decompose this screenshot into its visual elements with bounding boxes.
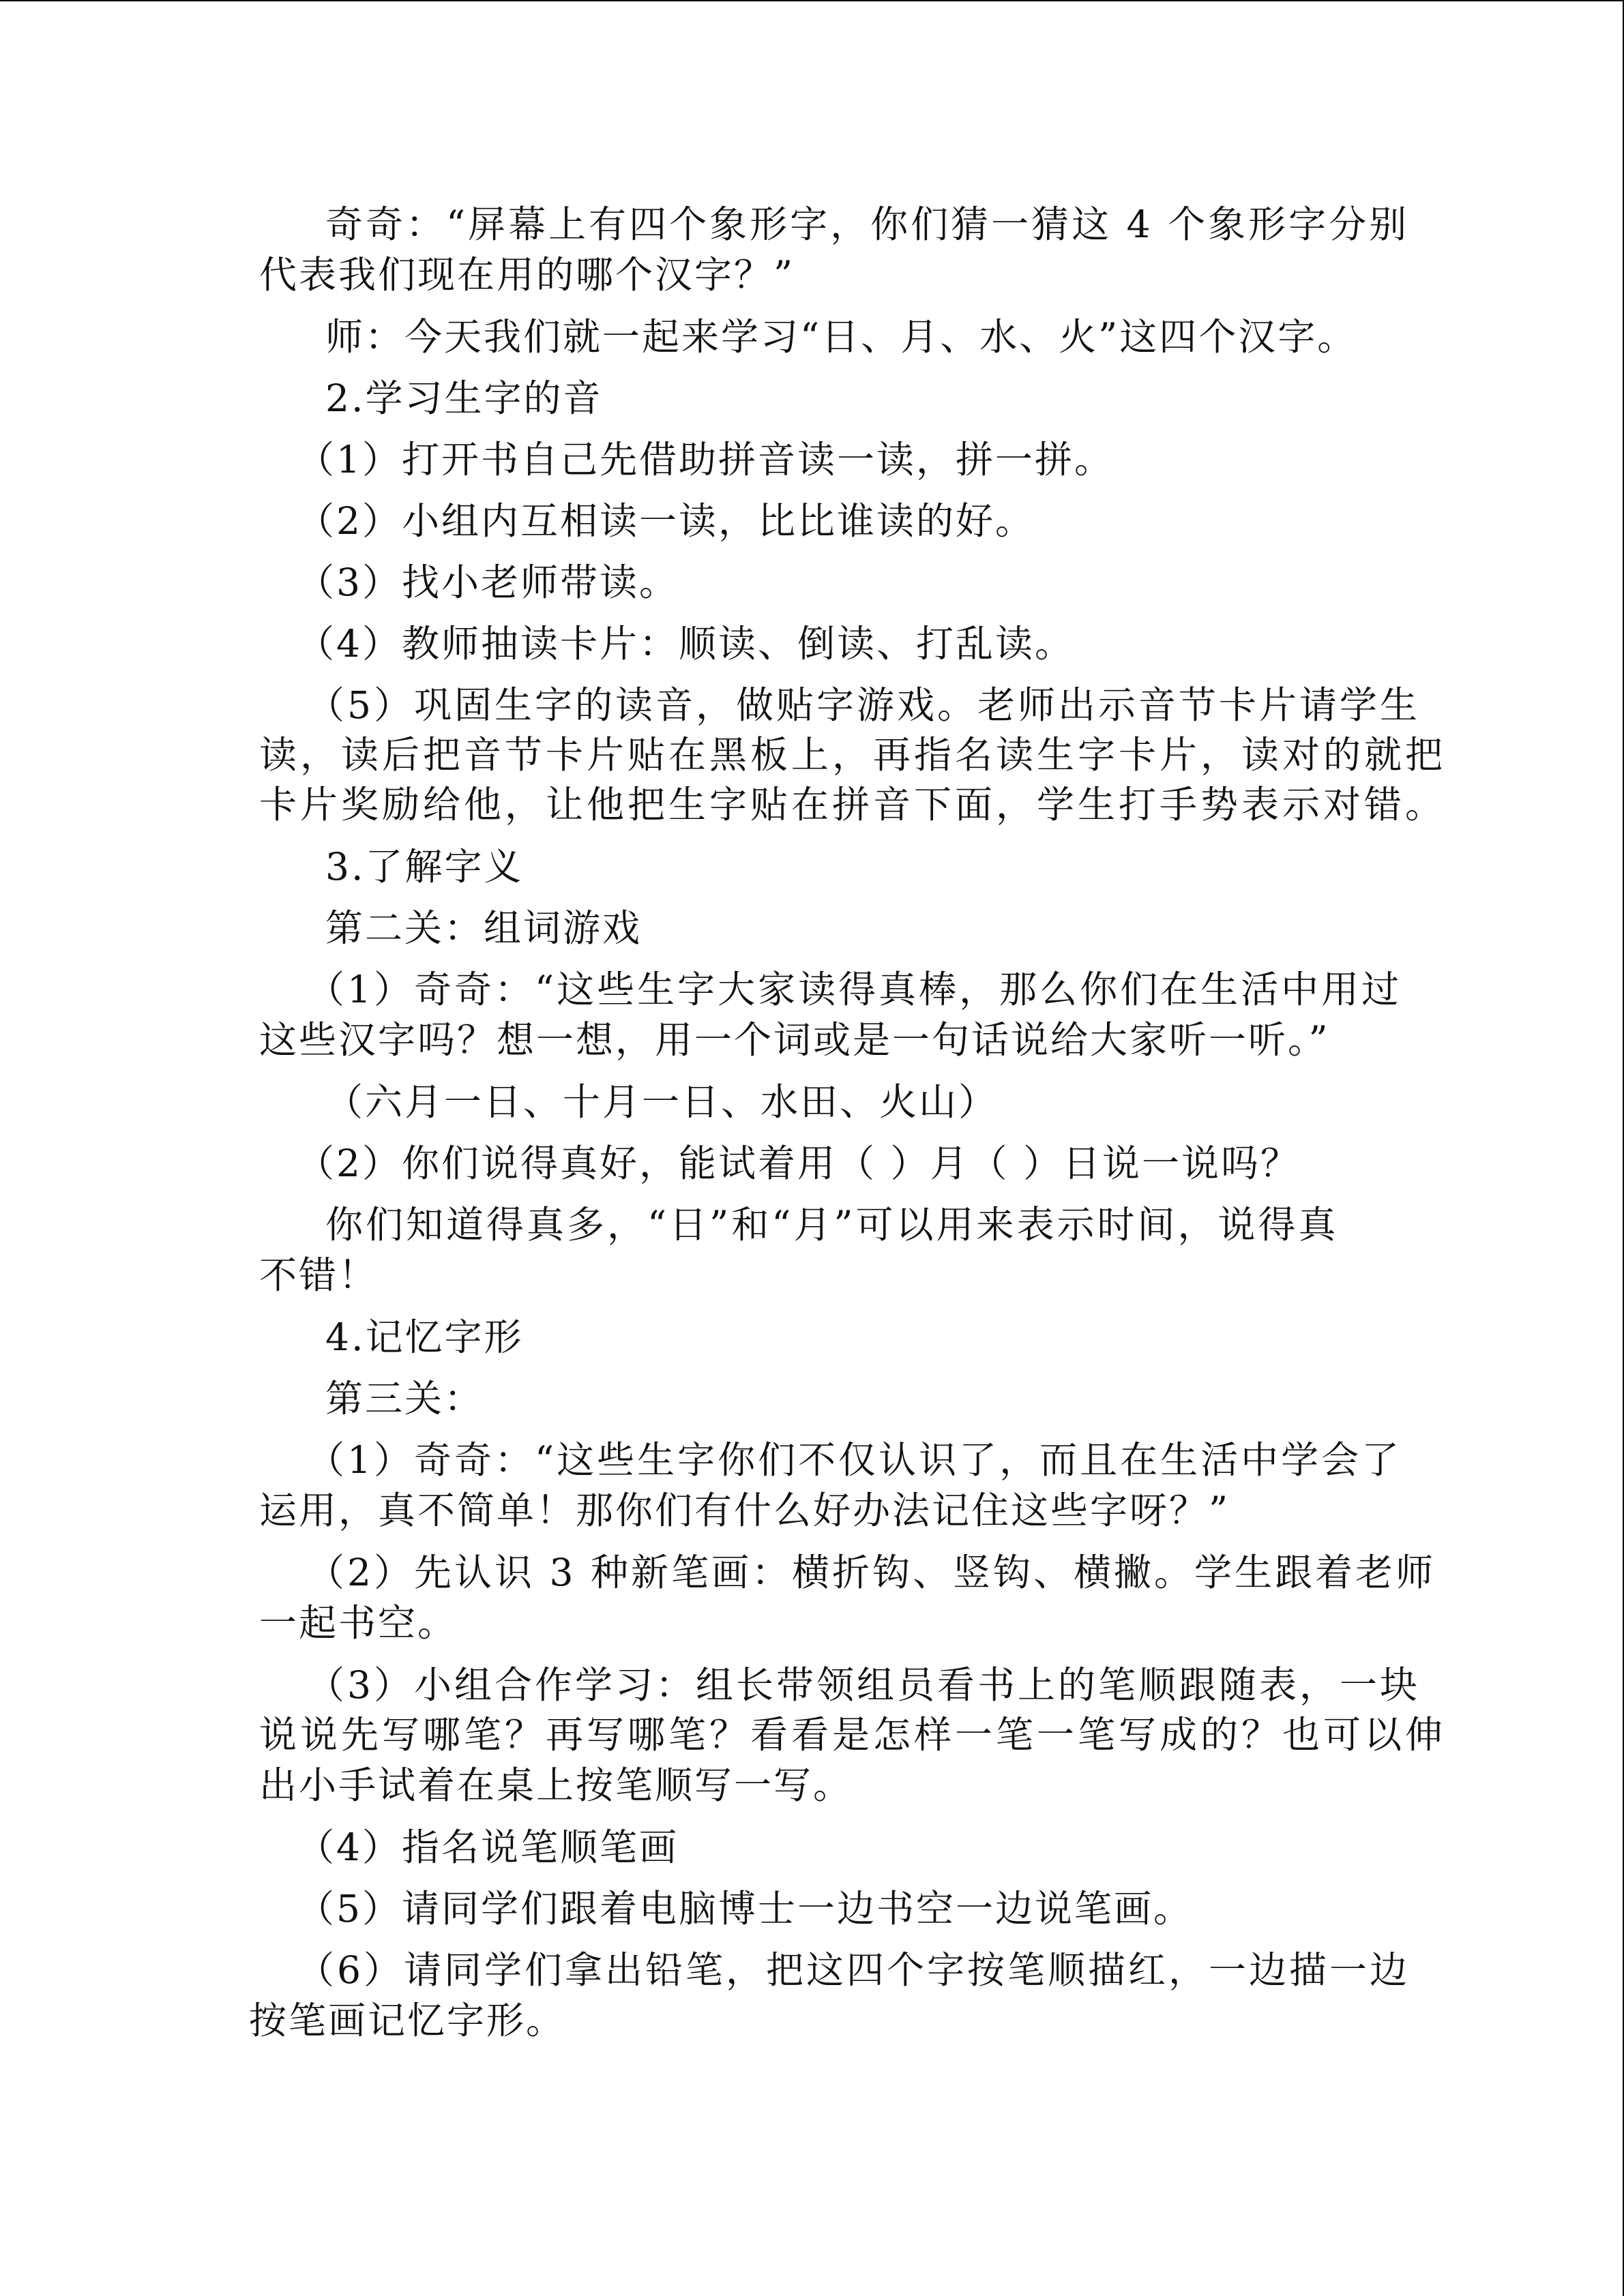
text-line: （4）教师抽读卡片：顺读、倒读、打乱读。 (297, 622, 1074, 666)
text-line: （3）找小老师带读。 (297, 561, 679, 604)
section-heading: 3.了解字义 (325, 845, 524, 889)
text-line: （2）你们说得真好，能试着用（ ）月（ ）日说一说吗？ (297, 1142, 1300, 1185)
text-line: （1）奇奇：“这些生字大家读得真棒，那么你们在生活中用过 (307, 968, 1402, 1011)
text-line: （3）小组合作学习：组长带领组员看书上的笔顺跟随表，一块 (307, 1663, 1420, 1707)
text-line: 第二关：组词游戏 (325, 906, 643, 950)
text-line: 出小手试着在桌上按笔顺写一写。 (259, 1763, 853, 1807)
text-line: （2）先认识 3 种新笔画：横折钩、竖钩、横撇。学生跟着老师 (307, 1551, 1436, 1594)
text-line: （六月一日、十月一日、水田、火山） (325, 1080, 999, 1124)
section-heading: 4.记忆字形 (325, 1315, 524, 1359)
text-line: 一起书空。 (259, 1601, 458, 1645)
text-line: （6）请同学们拿出铅笔，把这四个字按笔顺描红，一边描一边 (297, 1948, 1410, 1992)
text-line: （5）请同学们跟着电脑博士一边书空一边说笔画。 (297, 1887, 1193, 1930)
text-line: 你们知道得真多，“日”和“月”可以用来表示时间，说得真 (325, 1203, 1339, 1247)
text-line: （1）打开书自己先借助拼音读一读，拼一拼。 (297, 438, 1114, 481)
text-line: （4）指名说笔顺笔画 (297, 1825, 679, 1869)
text-line: 运用，真不简单！那你们有什么好办法记住这些字呀？” (259, 1489, 1230, 1532)
text-line: 奇奇：“屏幕上有四个象形字，你们猜一猜这 4 个象形字分别 (325, 203, 1410, 246)
text-line: 师：今天我们就一起来学习“日、月、水、火”这四个汉字。 (325, 315, 1357, 359)
text-line: （2）小组内互相读一读，比比谁读的好。 (297, 499, 1035, 543)
text-line: 说说先写哪笔？再写哪笔？看看是怎样一笔一笔写成的？也可以伸 (259, 1713, 1447, 1757)
text-line: 这些汉字吗？想一想，用一个词或是一句话说给大家听一听。” (259, 1018, 1330, 1062)
text-line: 按笔画记忆字形。 (249, 1999, 566, 2042)
text-line: 代表我们现在用的哪个汉字？” (259, 253, 795, 297)
text-line: 读，读后把音节卡片贴在黑板上，再指名读生字卡片，读对的就把 (259, 733, 1447, 777)
text-line: （5）巩固生字的读音，做贴字游戏。老师出示音节卡片请学生 (307, 683, 1420, 727)
text-line: （1）奇奇：“这些生字你们不仅认识了，而且在生活中学会了 (307, 1438, 1402, 1482)
text-line: 卡片奖励给他，让他把生字贴在拼音下面，学生打手势表示对错。 (259, 783, 1447, 826)
text-line: 第三关： (325, 1377, 484, 1420)
text-line: 不错！ (259, 1253, 379, 1297)
section-heading: 2.学习生字的音 (325, 376, 603, 420)
